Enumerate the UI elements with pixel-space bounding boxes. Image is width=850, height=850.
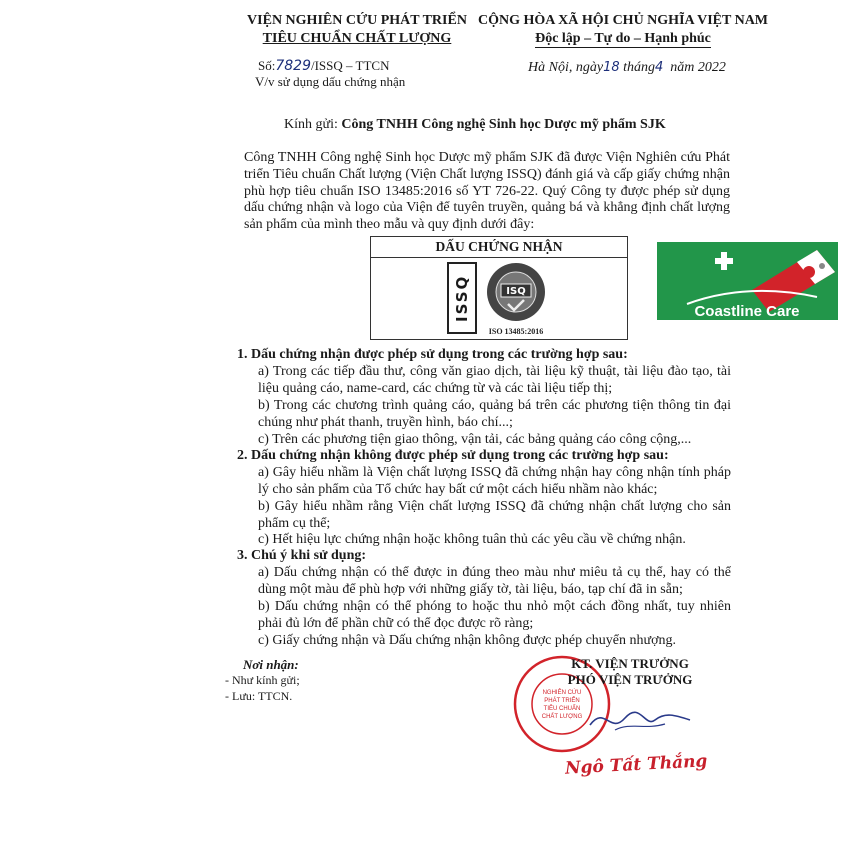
section-1-item-b: b) Trong các chương trình quảng cáo, quảng bá trên các phương tiện thông tin đại chúng như phát thanh, truyền hình, báo chí...; bbox=[258, 398, 731, 431]
issq-vertical-label: ISSQ bbox=[447, 262, 477, 334]
section-3-item-c: c) Giấy chứng nhận và Dấu chứng nhận không được phép chuyển nhượng. bbox=[258, 633, 676, 648]
svg-text:TIÊU CHUẨN: TIÊU CHUẨN bbox=[543, 706, 581, 712]
recipient-line: Kính gửi: Công TNHH Công nghệ Sinh học Dược mỹ phẩm SJK bbox=[284, 117, 666, 132]
document-number: Số:7829/ISSQ – TTCN bbox=[258, 58, 390, 74]
recipients-label: Nơi nhận: bbox=[243, 657, 299, 672]
logo-standard: ISO 13485:2016 bbox=[488, 327, 544, 336]
section-3-item-a: a) Dấu chứng nhận có thể được in đúng theo màu như miêu tả cụ thể, hay có thể dùng một màu để phù hợp với những giấy tờ, tài liệu, báo, tạp chí đã in sẵn; bbox=[258, 565, 731, 598]
section-2-heading: 2. Dấu chứng nhận không được phép sử dụng trong các trường hợp sau: bbox=[237, 448, 669, 463]
signature-line2: PHÓ VIỆN TRƯỞNG bbox=[567, 672, 693, 687]
recipients-list bbox=[225, 672, 300, 704]
issq-certification-logo bbox=[484, 262, 549, 337]
section-1-heading: 1. Dấu chứng nhận được phép sử dụng trong các trường hợp sau: bbox=[237, 347, 628, 362]
section-1-item-a: a) Trong các tiếp đầu thư, công văn giao dịch, tài liệu kỹ thuật, tài liệu đào tạo, tài liệu quảng cáo, name-card, các chứng từ và các tài liệu tiếp thị; bbox=[258, 364, 731, 397]
issuer-header bbox=[232, 12, 482, 48]
section-2-item-b: b) Gây hiểu nhầm rằng Viện chất lượng ISSQ đã chứng nhận chất lượng cho sản phẩm cụ thể; bbox=[258, 499, 731, 532]
signature-line1: KT. VIỆN TRƯỞNG bbox=[571, 656, 689, 671]
signature-title bbox=[560, 656, 700, 688]
certification-mark-title: DẤU CHỨNG NHẬN bbox=[370, 236, 628, 258]
country-title: CỘNG HÒA XÃ HỘI CHỦ NGHĨA VIỆT NAM bbox=[478, 13, 769, 28]
intro-paragraph: Công TNHH Công nghệ Sinh học Dược mỹ phẩm SJK đã được Viện Nghiên cứu Phát triển Tiêu chuẩn Chất lượng (Viện Chất lượng ISSQ) đánh giá và cấp giấy chứng nhận phù hợp tiêu chuẩn ISO 13485:2016 số YT 726-22. Quý Công ty được phép sử dụng dấu chứng nhận và logo của Viện để tuyên truyền, quảng bá và khẳng định chất lượng sản phẩm của mình theo mẫu và quy định dưới đây: bbox=[244, 150, 730, 233]
handwritten-signature bbox=[585, 700, 695, 740]
section-3-item-b: b) Dấu chứng nhận có thể phóng to hoặc thu nhỏ một cách đồng nhất, tuy nhiên phải đủ lớn để phần chữ có thể đọc được rõ ràng; bbox=[258, 599, 731, 632]
coastline-care-logo bbox=[657, 242, 838, 320]
section-1-item-c: c) Trên các phương tiện giao thông, vận tải, các bảng quảng cáo công cộng,... bbox=[258, 432, 692, 447]
svg-text:PHÁT TRIỂN: PHÁT TRIỂN bbox=[544, 698, 580, 704]
signer-name: Ngô Tất Thắng bbox=[564, 751, 708, 779]
section-3-heading: 3. Chú ý khi sử dụng: bbox=[237, 548, 367, 563]
svg-text:CHẤT LƯỢNG: CHẤT LƯỢNG bbox=[541, 714, 583, 720]
national-header bbox=[478, 12, 768, 48]
issue-date: Hà Nội, ngày18 tháng4 năm 2022 bbox=[528, 60, 726, 75]
svg-text:NGHIÊN CỨU: NGHIÊN CỨU bbox=[542, 690, 582, 696]
section-2-item-c: c) Hết hiệu lực chứng nhận hoặc không tuân thủ các yêu cầu về chứng nhận. bbox=[258, 532, 686, 547]
issuer-line2: TIÊU CHUẨN CHẤT LƯỢNG bbox=[262, 31, 452, 46]
national-motto: Độc lập – Tự do – Hạnh phúc bbox=[535, 31, 711, 46]
section-2-item-a: a) Gây hiểu nhầm là Viện chất lượng ISSQ đã chứng nhận hay công nhận tính pháp lý cho sản phẩm của Tổ chức hay bất cứ một cách hiểu nhầm nào khác; bbox=[258, 465, 731, 498]
document-subject: V/v sử dụng dấu chứng nhận bbox=[255, 74, 406, 89]
issuer-line1: VIỆN NGHIÊN CỨU PHÁT TRIỂN bbox=[247, 13, 467, 28]
handwritten-number: 7829 bbox=[275, 58, 311, 74]
recipient-item: - Lưu: TTCN. bbox=[225, 689, 293, 703]
brand-name: Coastline Care bbox=[694, 303, 800, 320]
logo-center-text: ISQ bbox=[506, 286, 526, 297]
recipient-item: - Như kính gửi; bbox=[225, 673, 300, 687]
coastline-care-mark bbox=[657, 242, 838, 320]
